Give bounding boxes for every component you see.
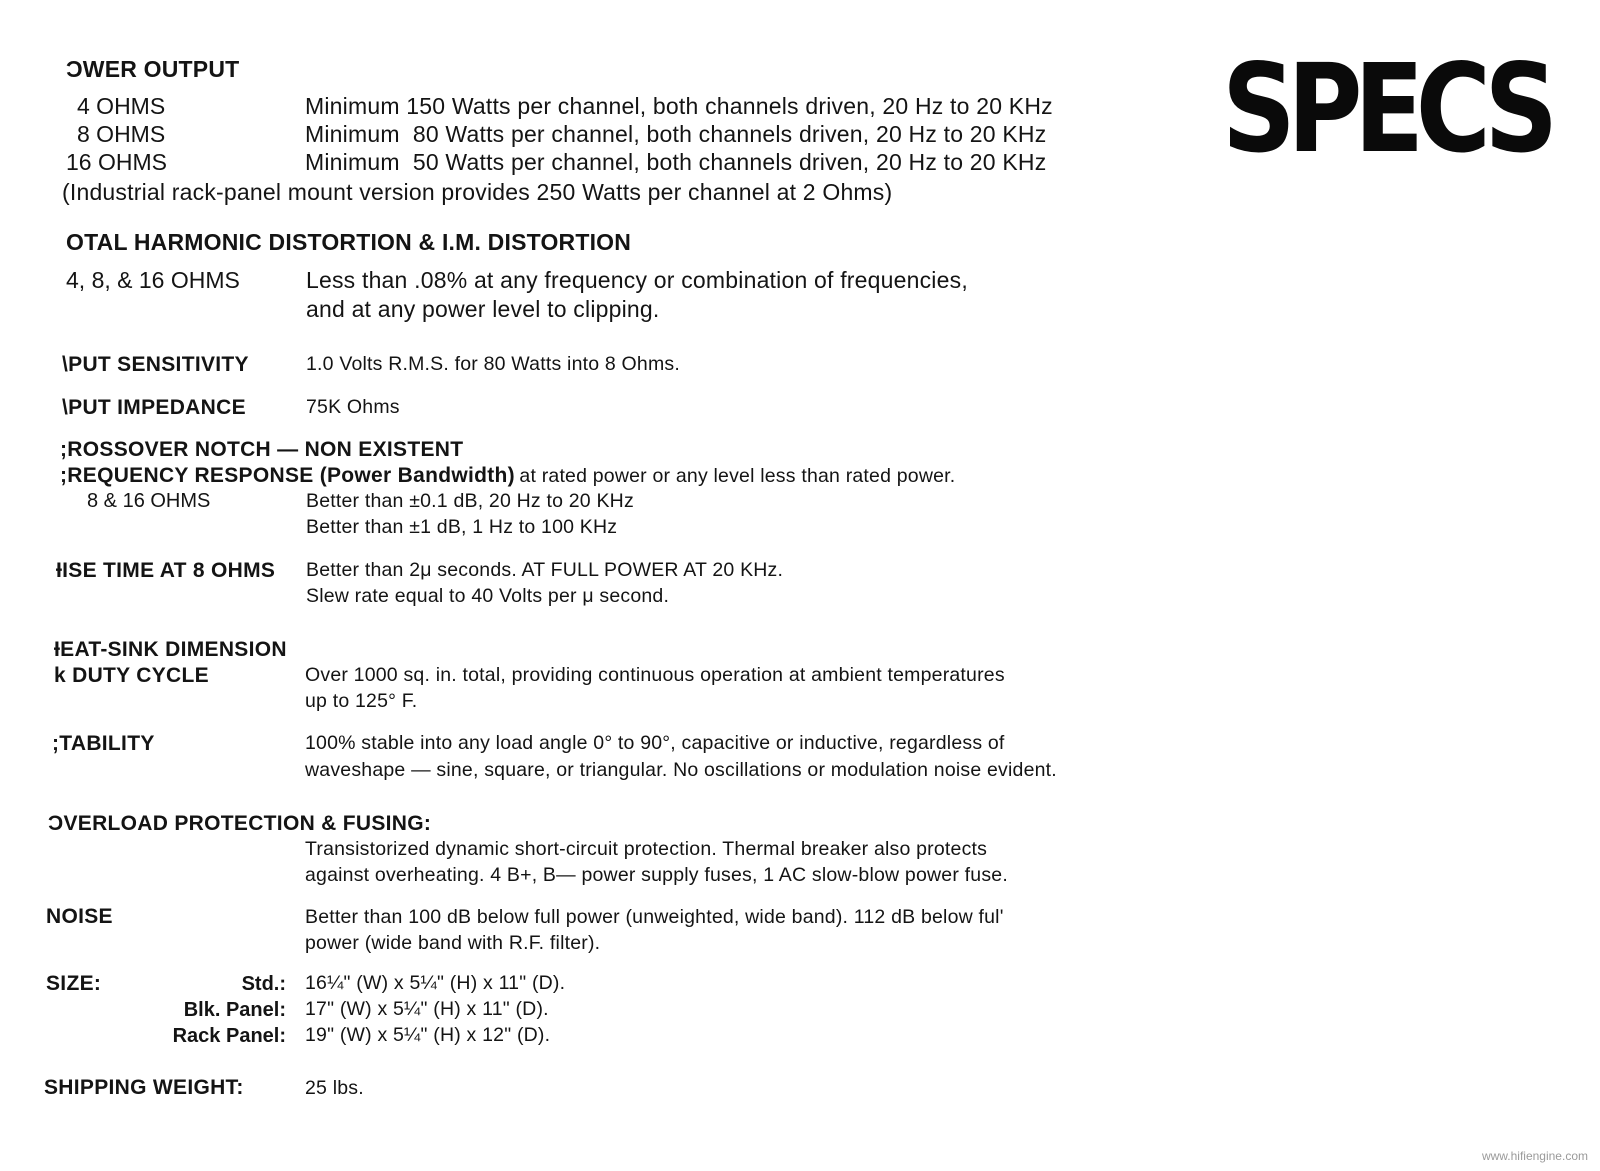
size-row-value: 16¼" (W) x 5¼" (H) x 11" (D).: [305, 972, 566, 994]
frequency-response-line: Better than ±1 dB, 1 Hz to 100 KHz: [306, 516, 618, 538]
distortion-line: and at any power level to clipping.: [306, 296, 660, 322]
frequency-response-line: Better than ±0.1 dB, 20 Hz to 20 KHz: [306, 490, 634, 512]
power-row-value: Minimum 150 Watts per channel, both channels driven, 20 Hz to 20 KHz: [305, 93, 1053, 119]
input-sensitivity-label: \PUT SENSITIVITY: [62, 353, 249, 376]
noise-label: NOISE: [46, 905, 113, 928]
rise-time-line: Slew rate equal to 40 Volts per μ second.: [306, 585, 670, 607]
size-row-value: 19" (W) x 5¼" (H) x 12" (D).: [305, 1024, 551, 1046]
frequency-response-subtitle: at rated power or any level less than rated power.: [519, 465, 956, 487]
input-impedance-label: \PUT IMPEDANCE: [62, 396, 246, 419]
power-output-heading: ƆWER OUTPUT: [66, 56, 240, 82]
noise-line: Better than 100 dB below full power (unweighted, wide band). 112 dB below ful': [305, 906, 1004, 928]
overload-line: Transistorized dynamic short-circuit protection. Thermal breaker also protects: [305, 838, 988, 860]
rise-time-line: Better than 2μ seconds. AT FULL POWER AT 20 KHz.: [306, 559, 784, 581]
shipping-weight-label: SHIPPING WEIGHT:: [44, 1076, 244, 1099]
power-row-value: Minimum 50 Watts per channel, both channels driven, 20 Hz to 20 KHz: [305, 149, 1047, 175]
noise-line: power (wide band with R.F. filter).: [305, 932, 601, 954]
stability-line: 100% stable into any load angle 0° to 90°, capacitive or inductive, regardless of: [305, 732, 1005, 754]
power-row-label: 16 OHMS: [66, 149, 167, 175]
power-row-label: 8 OHMS: [77, 121, 166, 147]
distortion-line: Less than .08% at any frequency or combination of frequencies,: [306, 267, 968, 293]
frequency-response-label: 8 & 16 OHMS: [87, 490, 211, 512]
specs-title: SPECS: [1222, 38, 1550, 180]
heat-sink-line: Over 1000 sq. in. total, providing continuous operation at ambient temperatures: [305, 664, 1005, 686]
heat-sink-heading: ƗEAT-SINK DIMENSION: [54, 638, 287, 661]
overload-line: against overheating. 4 B+, B— power supply fuses, 1 AC slow-blow power fuse.: [305, 864, 1008, 886]
stability-label: ;TABILITY: [52, 732, 155, 755]
input-sensitivity-value: 1.0 Volts R.M.S. for 80 Watts into 8 Ohms.: [306, 353, 680, 375]
distortion-label: 4, 8, & 16 OHMS: [66, 267, 240, 293]
size-row-value: 17" (W) x 5¼" (H) x 11" (D).: [305, 998, 549, 1020]
size-label: SIZE:: [46, 972, 102, 995]
crossover-heading: ;ROSSOVER NOTCH — NON EXISTENT: [60, 438, 464, 461]
size-row-label: Blk. Panel:: [183, 999, 286, 1021]
size-row-label: Rack Panel:: [172, 1025, 286, 1047]
power-row-value: Minimum 80 Watts per channel, both channels driven, 20 Hz to 20 KHz: [305, 121, 1047, 147]
frequency-response-heading: [60, 465, 955, 487]
stability-line: waveshape — sine, square, or triangular. No oscillations or modulation noise evident.: [305, 759, 1057, 781]
heat-sink-line: up to 125° F.: [305, 690, 418, 712]
power-output-note: (Industrial rack-panel mount version provides 250 Watts per channel at 2 Ohms): [62, 179, 893, 205]
distortion-heading: OTAL HARMONIC DISTORTION & I.M. DISTORTION: [66, 229, 632, 255]
input-impedance-value: 75K Ohms: [306, 396, 400, 418]
duty-cycle-label: k DUTY CYCLE: [54, 664, 209, 687]
watermark: www.hifiengine.com: [1481, 1149, 1588, 1163]
size-row-label: Std.:: [241, 973, 286, 995]
overload-heading: ƆVERLOAD PROTECTION & FUSING:: [48, 812, 432, 835]
power-row-label: 4 OHMS: [77, 93, 166, 119]
shipping-weight-value: 25 lbs.: [305, 1077, 364, 1099]
rise-time-label: ƗISE TIME AT 8 OHMS: [56, 559, 276, 582]
frequency-response-title: ;REQUENCY RESPONSE (Power Bandwidth): [60, 464, 515, 487]
